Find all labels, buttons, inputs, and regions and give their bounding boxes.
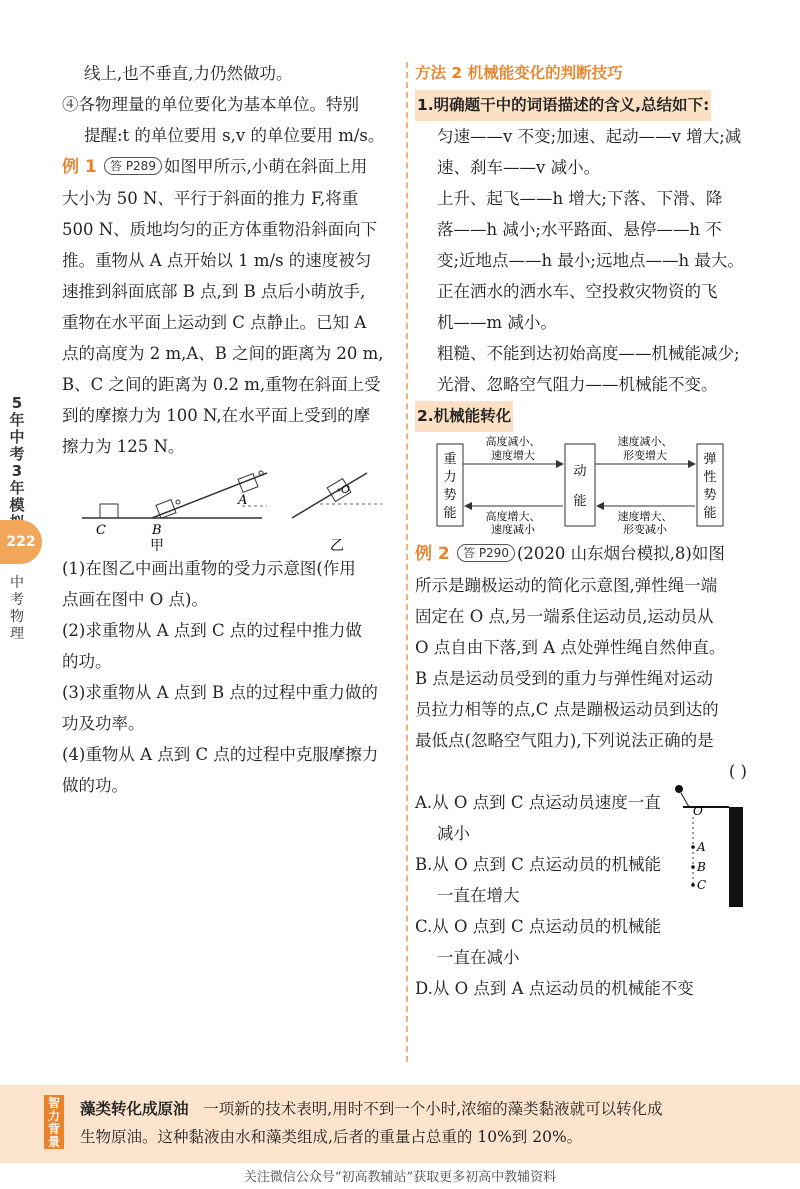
text-line: 500 N、质地均匀的正方体重物沿斜面向下 (62, 220, 378, 239)
answer-ref-2: 答 P290 (457, 544, 515, 562)
page-number: 222 (0, 520, 42, 564)
text-line: B 点是运动员受到的重力与弹性绳对运动 (415, 669, 713, 688)
text-line: 上升、起飞——h 增大;下落、下滑、降 (437, 189, 723, 208)
left-column (62, 58, 397, 801)
text-line: ④各物理量的单位要化为基本单位。特别 (62, 95, 359, 114)
option-c-cont: 一直在减小 (437, 948, 520, 967)
energy-diagram (415, 434, 777, 534)
text-line: 线上,也不垂直,力仍然做功。 (84, 64, 293, 83)
text-line: 最低点(忽略空气阻力),下列说法正确的是 (415, 731, 714, 750)
text-line: (2020 山东烟台模拟,8)如图 (516, 544, 725, 563)
text-line: 所示是蹦极运动的简化示意图,弹性绳一端 (415, 576, 718, 595)
label-bot-left-2: 速度减小 (491, 523, 535, 534)
text-line: 机——m 减小。 (437, 313, 557, 332)
label-bot-right-1: 速度增大、 (617, 510, 673, 523)
text-line: 重物在水平面上运动到 C 点静止。已知 A (62, 313, 367, 332)
text-line: 提醒:t 的单位要用 s,v 的单位要用 m/s。 (84, 126, 385, 145)
text-line: O 点自由下落,到 A 点处弹性绳自然伸直。 (415, 638, 726, 657)
figure-incline (62, 468, 397, 553)
box-kinetic-label: 动能 (573, 464, 587, 509)
answer-bracket: ( ) (728, 762, 747, 781)
text-line: 变;近地点——h 最小;远地点——h 最大。 (437, 251, 744, 270)
text-line: 推。重物从 A 点开始以 1 m/s 的速度被匀 (62, 251, 372, 270)
method-title: 方法 2 机械能变化的判断技巧 (415, 64, 623, 82)
band-title: 藻类转化成原油 (80, 1100, 189, 1118)
example-1-label: 例 1 (62, 157, 97, 177)
column-divider (406, 62, 408, 1062)
label-a: A (697, 840, 706, 854)
label-top-right-1: 速度减小、 (617, 435, 673, 448)
option-a-cont: 减小 (437, 824, 470, 843)
label-top-left-2: 速度增大 (491, 449, 535, 462)
point-2-title: 2.机械能转化 (415, 401, 513, 432)
right-column (415, 58, 777, 1004)
question-3: (3)求重物从 A 点到 B 点的过程中重力做的 (62, 683, 378, 702)
text-line: 如图甲所示,小萌在斜面上用 (163, 157, 368, 176)
platform (729, 807, 743, 907)
jumper-body (681, 793, 689, 807)
question-1-cont: 点画在图中 O 点)。 (62, 590, 208, 609)
incline-line (152, 473, 267, 518)
caption-jia: 甲 (150, 538, 164, 553)
block-c (100, 504, 118, 518)
question-2: (2)求重物从 A 点到 C 点的过程中推力做 (62, 621, 362, 640)
label-top-right-2: 形变增大 (623, 449, 667, 462)
option-c: C.从 O 点到 C 点运动员的机械能 (415, 917, 661, 936)
question-3-cont: 功及功率。 (62, 714, 145, 733)
subject-label: 中考物理 (10, 575, 24, 642)
options-block (415, 787, 777, 1004)
box-potential-label: 重力势能 (443, 452, 457, 521)
question-1: (1)在图乙中画出重物的受力示意图(作用 (62, 559, 356, 578)
band-text (80, 1095, 770, 1151)
label-bot-left-1: 高度增大、 (485, 510, 541, 523)
person-icon (259, 471, 263, 475)
text-line: 大小为 50 N、平行于斜面的推力 F,将重 (62, 189, 359, 208)
point-a (691, 845, 695, 849)
person-icon (176, 500, 180, 504)
label-a: A (238, 493, 248, 508)
example-1-first-line (62, 151, 397, 183)
label-c: C (96, 523, 106, 538)
point-c (691, 883, 695, 887)
text-line: 员拉力相等的点,C 点是蹦极运动员到达的 (415, 700, 719, 719)
jumper-icon (675, 785, 683, 793)
text-line: 粗糙、不能到达初始高度——机械能减少; (437, 344, 740, 363)
question-4-cont: 做的功。 (62, 776, 128, 795)
caption-yi: 乙 (330, 538, 344, 553)
label-b: B (152, 523, 162, 538)
label-top-left-1: 高度减小、 (485, 435, 541, 448)
box-kinetic (565, 444, 595, 526)
text-line: 光滑、忽略空气阻力——机械能不变。 (437, 375, 718, 394)
text-line: 速推到斜面底部 B 点,到 B 点后小萌放手, (62, 282, 366, 301)
question-2-cont: 的功。 (62, 652, 112, 671)
text-line: 点的高度为 2 m,A、B 之间的距离为 20 m, (62, 344, 384, 363)
label-o: O (693, 804, 703, 818)
text-line: 匀速——v 不变;加速、起动——v 增大;减 (437, 127, 742, 146)
answer-ref-1: 答 P289 (104, 157, 162, 175)
option-b: B.从 O 点到 C 点运动员的机械能 (415, 855, 662, 874)
example-2-first-line (415, 538, 777, 570)
text-line: 落——h 减小;水平路面、悬停——h 不 (437, 220, 722, 239)
knowledge-band (0, 1085, 800, 1163)
text-line: 速、刹车——v 减小。 (437, 158, 601, 177)
label-c: C (697, 878, 707, 892)
point-b (691, 865, 695, 869)
text-line: 固定在 O 点,另一端系住运动员,运动员从 (415, 607, 714, 626)
label-bot-right-2: 形变减小 (623, 523, 667, 534)
footer-note: 关注微信公众号“初高教辅站”获取更多初高中教辅资料 (243, 1170, 557, 1185)
text-line: 正在洒水的洒水车、空投救灾物资的飞 (437, 282, 718, 301)
band-tag: 智力背景 (44, 1095, 64, 1149)
text-line: 擦力为 125 N。 (62, 437, 185, 456)
option-a: A.从 O 点到 C 点运动员速度一直 (415, 793, 661, 812)
text-line: B、C 之间的距离为 0.2 m,重物在斜面上受 (62, 375, 381, 394)
option-b-cont: 一直在增大 (437, 886, 520, 905)
box-elastic-label: 弹性势能 (703, 452, 717, 521)
question-4: (4)重物从 A 点到 C 点的过程中克服摩擦力 (62, 745, 379, 764)
band-line-1: 一项新的技术表明,用时不到一个小时,浓缩的藻类黏液就可以转化成 (203, 1100, 663, 1118)
option-d: D.从 O 点到 A 点运动员的机械能不变 (415, 979, 694, 998)
band-line-2: 生物原油。这种黏液由水和藻类组成,后者的重量占总重的 10%到 20%。 (80, 1128, 583, 1146)
book-title: 5年中考3年模 (9, 394, 25, 514)
example-2-label: 例 2 (415, 544, 450, 564)
label-b: B (697, 860, 706, 874)
point-1-title: 1.明确题干中的词语描述的含义,总结如下: (415, 90, 711, 121)
text-line: 到的摩擦力为 100 N,在水平面上受到的摩 (62, 406, 371, 425)
incline-line-yi (292, 473, 367, 518)
label-o: O (341, 483, 351, 496)
bungee-figure (673, 781, 753, 911)
